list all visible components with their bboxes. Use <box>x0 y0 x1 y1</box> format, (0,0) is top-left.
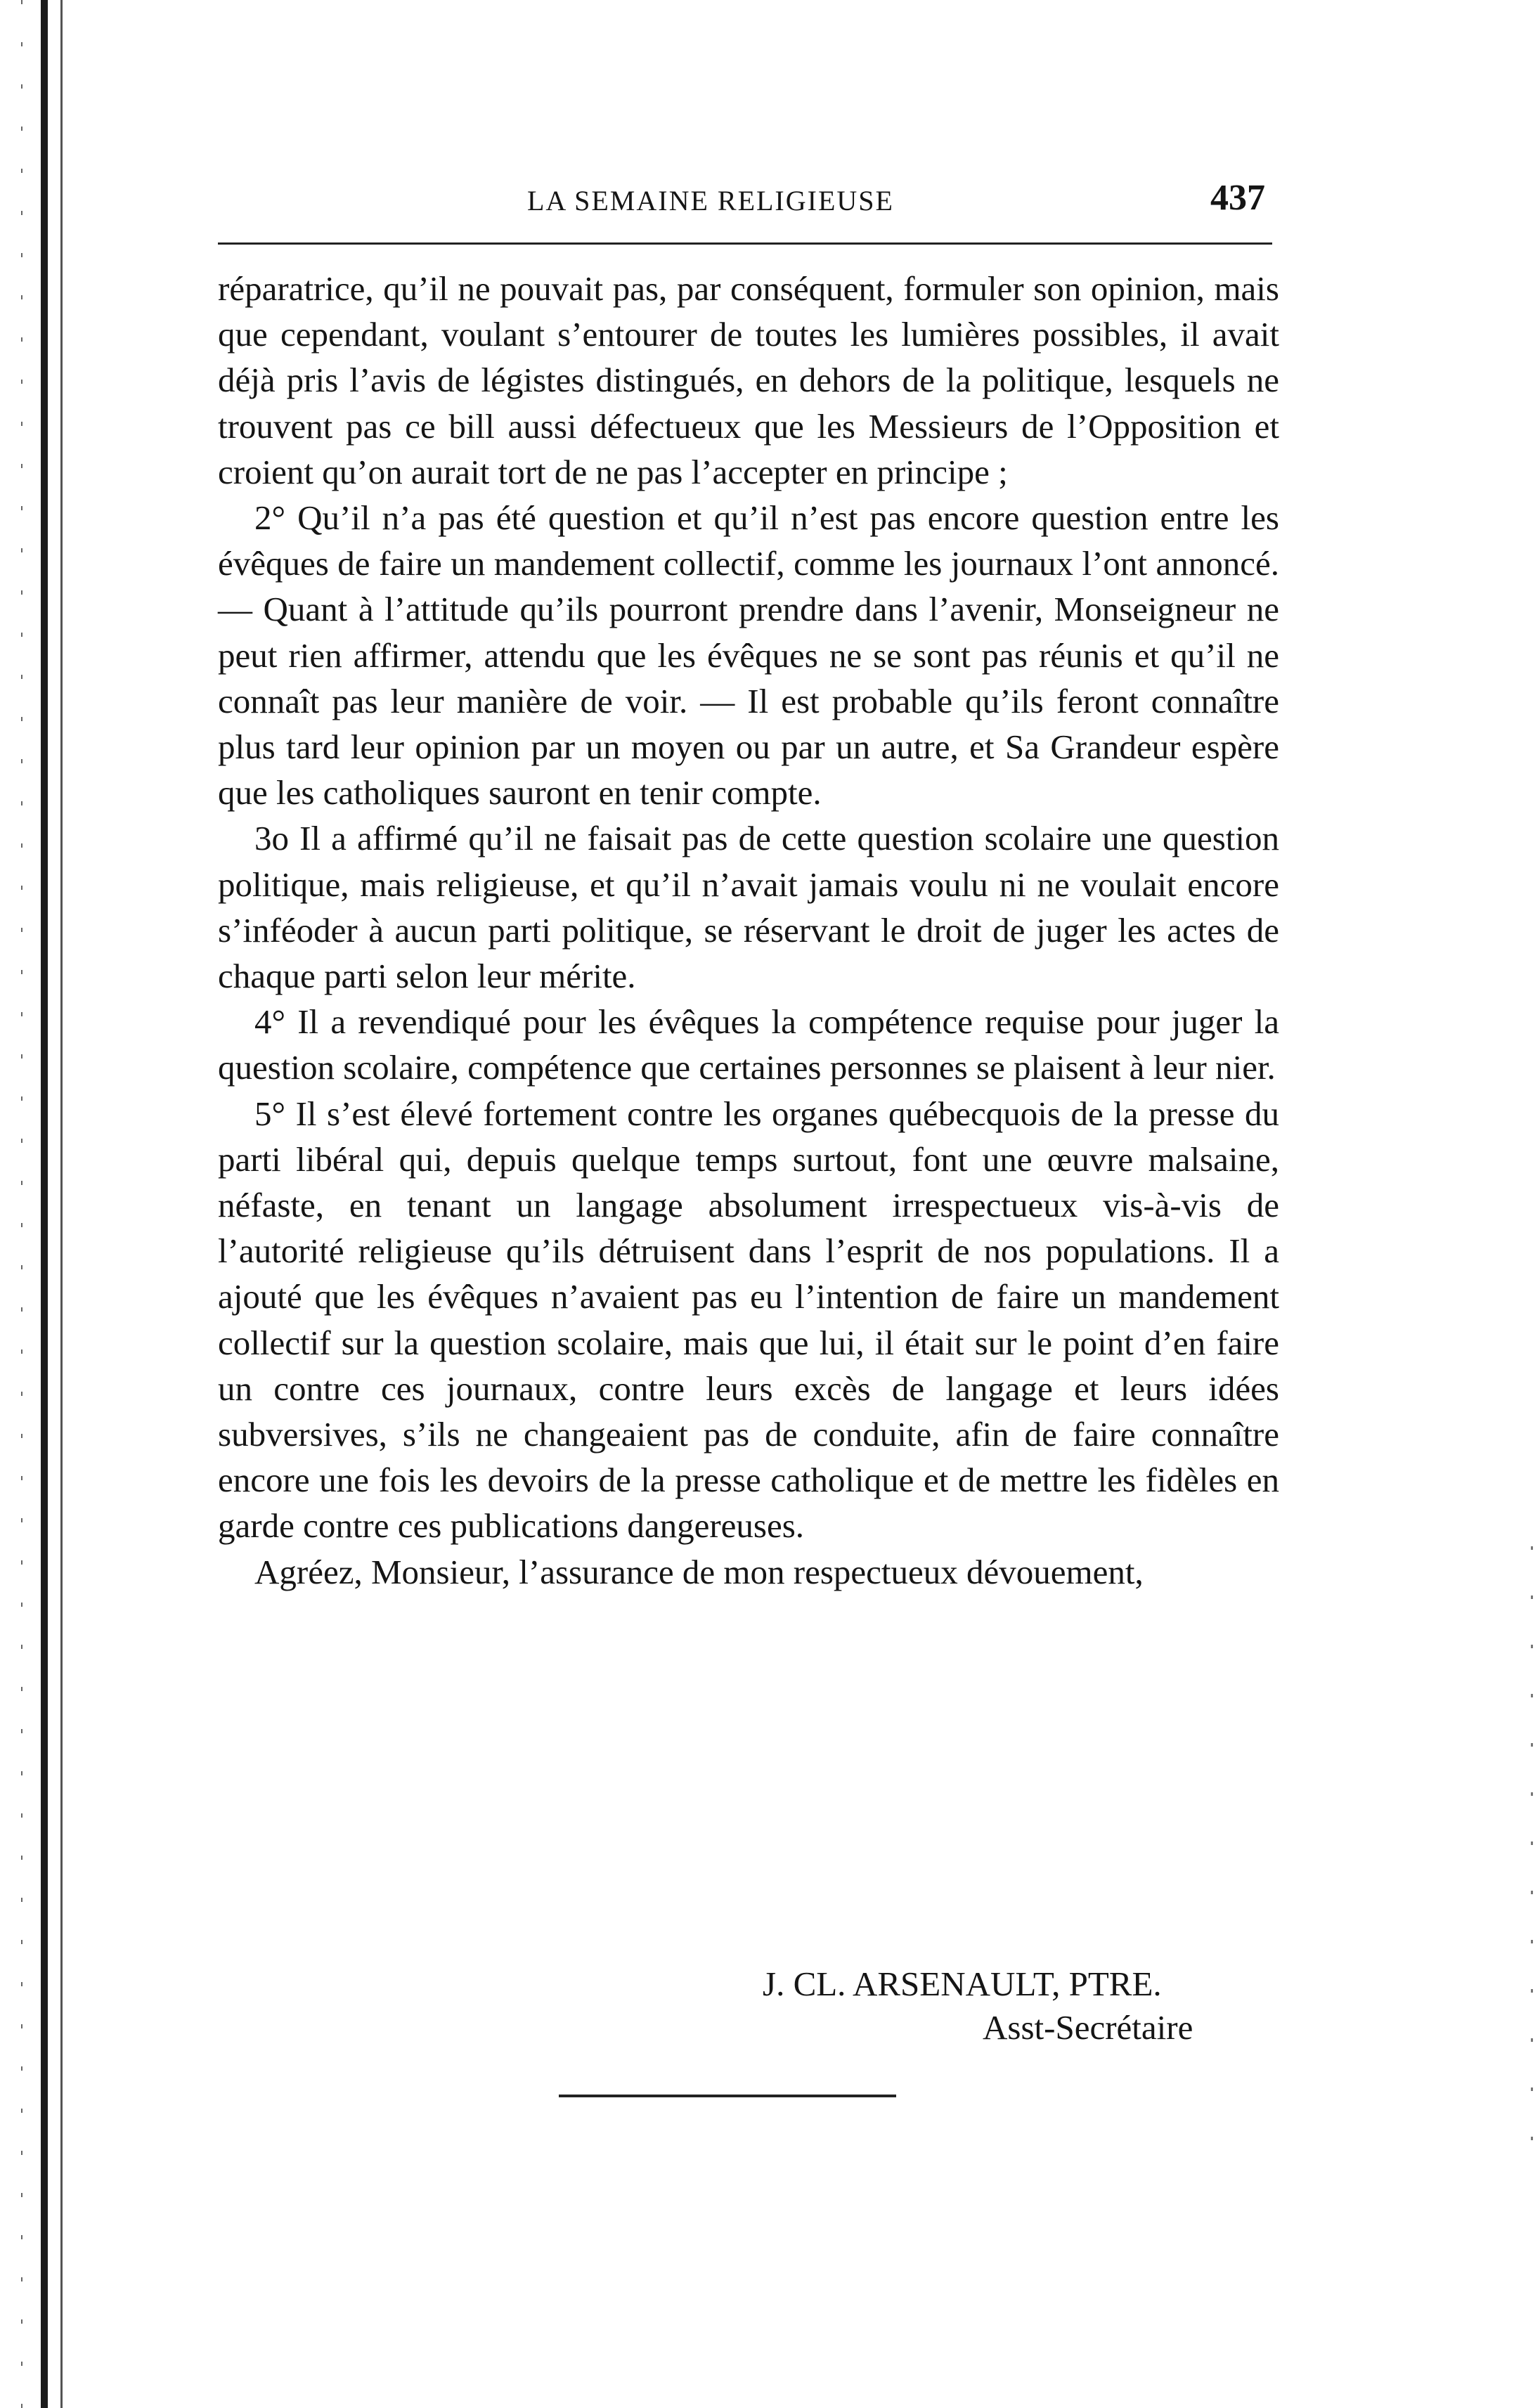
margin-specks <box>21 0 22 2408</box>
signature-name <box>763 1961 1162 2007</box>
header-rule <box>218 242 1272 245</box>
closing-rule <box>559 2095 896 2097</box>
running-head: LA SEMAINE RELIGIEUSE <box>527 185 894 216</box>
paragraph-point-3: 3o Il a affirmé qu’il ne faisait pas de cette question scolaire une question politique, mais religieuse, et qu’il n’avait jamais voulu ni ne voulait encore s’inféoder à aucun parti politique, se réservant le droit de juger les actes de chaque parti selon leur mérite. <box>218 819 1279 996</box>
paragraph-closing: Agréez, Monsieur, l’assurance de mon respectueux dévouement, <box>254 1552 1144 1591</box>
page-header <box>211 177 1272 226</box>
paragraph-point-5: 5° Il s’est élevé fortement contre les organes québecquois de la presse du parti libéral qui, depuis quelque temps surtout, font une œuvre malsaine, néfaste, en tenant un langage absolument irrespectueux vis-à-vis de l’autorité religieuse qu’ils détruisent dans l’esprit de nos populations. Il a ajouté que les évêques n’avaient pas eu l’intention de faire un mandement collectif sur la question scolaire, mais que lui, il était sur le point d’en faire un contre ces journaux, contre leurs excès de langage et leurs idées subversives, s’ils ne changeaient pas de conduite, afin de faire connaître encore une fois les devoirs de la presse catholique et de mettre les fidèles en garde contre ces publications dangereuses. <box>218 1094 1279 1546</box>
paragraph-continuation: réparatrice, qu’il ne pouvait pas, par conséquent, formuler son opinion, mais que cependant, voulant s’entourer de toutes les lumières possibles, il avait déjà pris l’avis de légistes distingués, en dehors de la politique, lesquels ne trouvent pas ce bill aussi défectueux que les Messieurs de l’Opposition et croient qu’on aurait tort de ne pas l’accepter en principe ; <box>218 269 1279 491</box>
right-margin-specks <box>1531 1546 1533 2179</box>
page-binding-line <box>60 0 63 2408</box>
paragraph-point-2: 2° Qu’il n’a pas été question et qu’il n’est pas encore question entre les évêques de faire un mandement collectif, comme les journaux l’ont annoncé. — Quant à l’attitude qu’ils pourront prendre dans l’avenir, Monseigneur ne peut rien affirmer, attendu que les évêques ne se sont pas réunis et qu’il ne connaît pas leur manière de voir. — Il est probable qu’ils feront connaître plus tard leur opinion par un moyen ou par un autre, et Sa Grandeur espère que les catholiques sauront en tenir compte. <box>218 498 1279 813</box>
body-text <box>218 266 1279 1595</box>
signature-title: Asst-Secrétaire <box>983 2008 1193 2047</box>
signatory-name: J. CL. ARSENAULT, PTRE. <box>763 1964 1162 2003</box>
page-binding-edge <box>41 0 48 2408</box>
paragraph-point-4: 4° Il a revendiqué pour les évêques la compétence requise pour juger la question scolaire, compétence que certaines personnes se plaisent à leur nier. <box>218 1002 1279 1087</box>
page-number: 437 <box>1210 178 1265 218</box>
